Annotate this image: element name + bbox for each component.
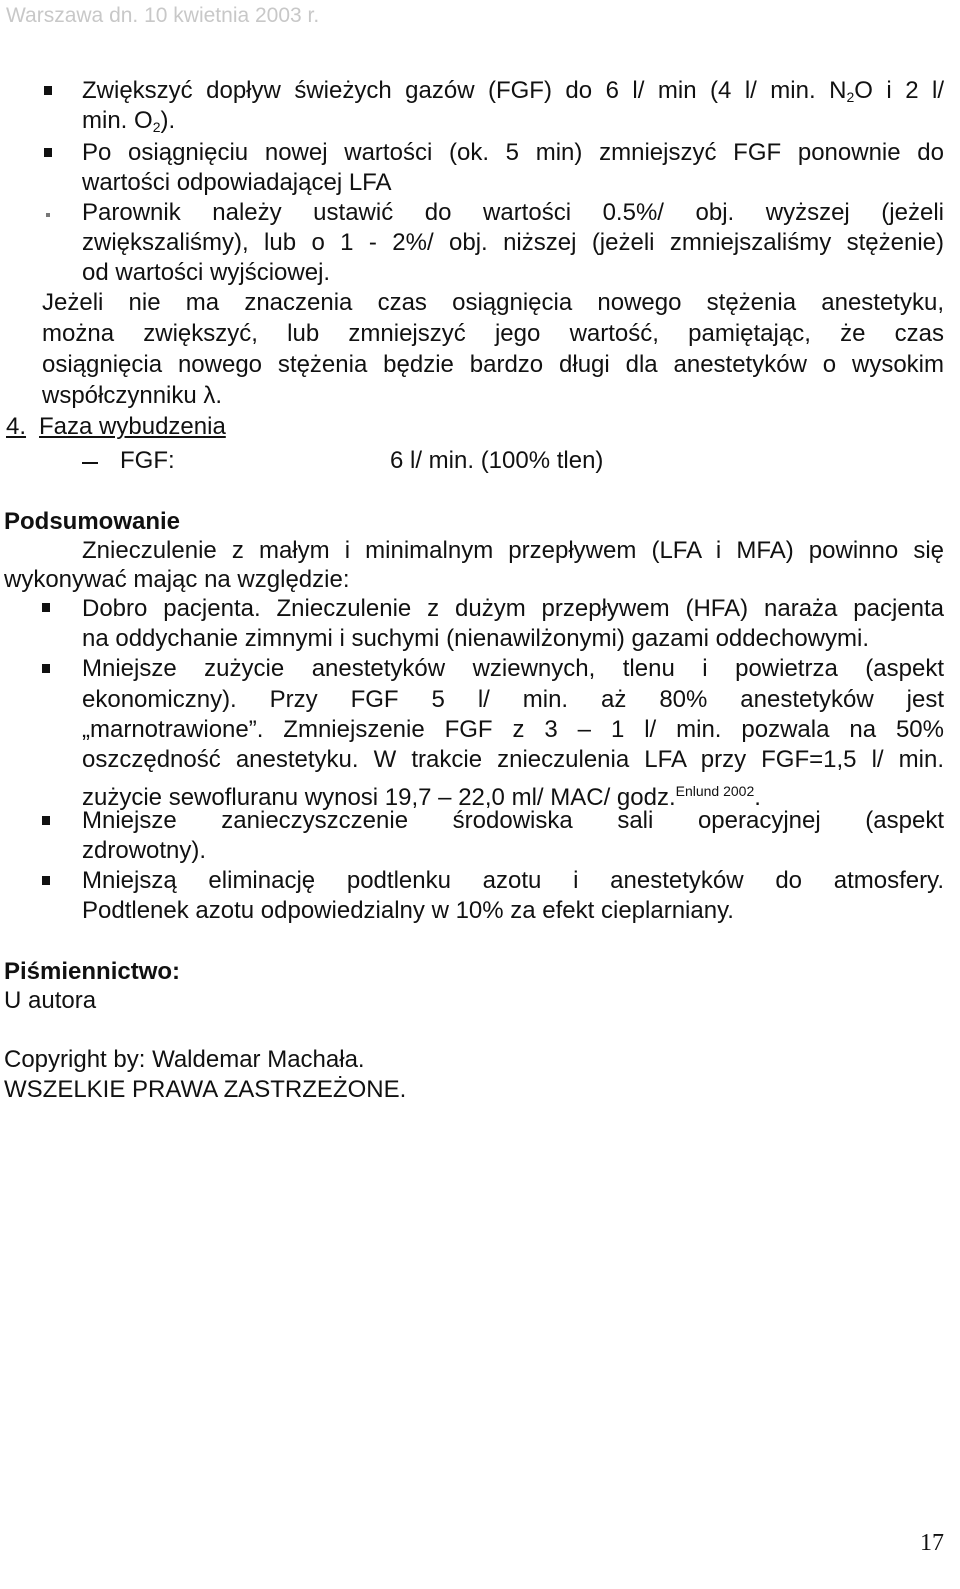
- summary-heading: Podsumowanie: [4, 508, 181, 535]
- summary-bullet-line: zdrowotny).: [82, 837, 207, 864]
- summary-bullet-line: oszczędność anestetyku. W trakcie znieczulenia LFA przy FGF=1,5 l/ min.: [82, 746, 944, 773]
- summary-intro: Znieczulenie z małym i minimalnym przepływem (LFA i MFA) powinno się: [82, 537, 944, 564]
- text-segment: ).: [160, 107, 176, 134]
- subscript: 2: [846, 89, 855, 105]
- bullet-line: Po osiągnięciu nowej wartości (ok. 5 min) zmniejszyć FGF ponownie do: [82, 139, 944, 166]
- summary-bullet-line: Podtlenek azotu odpowiedzialny w 10% za efekt cieplarniany.: [82, 897, 734, 924]
- bullet-square-icon: [44, 86, 52, 95]
- copyright-line: Copyright by: Waldemar Machała.: [4, 1046, 365, 1073]
- text-segment: zużycie sewofluranu wynosi 19,7 – 22,0 ml/ MAC/ godz.: [82, 784, 676, 811]
- section-title: Faza wybudzenia: [39, 413, 226, 440]
- section-heading-phase4: [6, 412, 246, 442]
- fgf-value: 6 l/ min. (100% tlen): [390, 447, 604, 474]
- bullet-line: od wartości wyjściowej.: [82, 259, 331, 286]
- summary-bullet-line: „marnotrawione”. Zmniejszenie FGF z 3 – 1 l/ min. pozwala na 50%: [82, 716, 944, 743]
- text-segment: Zwiększyć dopływ świeżych gazów (FGF) do 6 l/ min (4 l/ min. N: [82, 77, 847, 104]
- fgf-label: FGF:: [120, 447, 175, 474]
- subscript: 2: [152, 119, 161, 135]
- bullet-square-icon: [44, 148, 52, 157]
- bullet-line: Parownik należy ustawić do wartości 0.5%/ obj. wyższej (jeżeli: [82, 199, 944, 226]
- bullet-line: wartości odpowiadającej LFA: [82, 169, 392, 196]
- copyright-line: WSZELKIE PRAWA ZASTRZEŻONE.: [4, 1076, 407, 1103]
- section-number: 4.: [6, 413, 27, 440]
- bullet-line: zwiększaliśmy), lub o 1 - 2%/ obj. niższej (jeżeli zmniejszaliśmy stężenie): [82, 229, 944, 256]
- bullet-square-icon: [42, 876, 50, 885]
- bullet-line: [82, 106, 175, 142]
- bullet-line: [82, 76, 944, 112]
- dash-bullet-icon: [82, 462, 98, 464]
- bullet-square-icon: [42, 816, 50, 825]
- text-segment: .: [754, 784, 761, 811]
- literature-text: U autora: [4, 987, 97, 1014]
- bullet-dot-icon: [46, 213, 50, 217]
- paragraph-line: osiągnięcia nowego stężenia będzie bardzo długi dla anestetyków o wysokim: [42, 351, 944, 378]
- paragraph-line: można zwiększyć, lub zmniejszyć jego wartość, pamiętając, że czas: [42, 320, 944, 347]
- summary-bullet-line: ekonomiczny). Przy FGF 5 l/ min. aż 80% anestetyków jest: [82, 686, 944, 713]
- summary-intro: wykonywać mając na względzie:: [4, 566, 350, 593]
- page-number: 17: [920, 1530, 944, 1556]
- summary-bullet-line: Mniejszą eliminację podtlenku azotu i anestetyków do atmosfery.: [82, 867, 944, 894]
- bullet-square-icon: [42, 603, 50, 612]
- paragraph-line: współczynniku λ.: [42, 382, 223, 409]
- literature-heading: Piśmiennictwo:: [4, 958, 181, 985]
- summary-bullet-line: Mniejsze zanieczyszczenie środowiska sali operacyjnej (aspekt: [82, 807, 944, 834]
- summary-bullet-line: Mniejsze zużycie anestetyków wziewnych, tlenu i powietrza (aspekt: [82, 655, 944, 682]
- text-segment: O i 2 l/: [854, 77, 945, 104]
- text-segment: min. O: [82, 107, 153, 134]
- summary-bullet-line: na oddychanie zimnymi i suchymi (nienawilżonymi) gazami oddechowymi.: [82, 625, 869, 652]
- paragraph-line: Jeżeli nie ma znaczenia czas osiągnięcia nowego stężenia anestetyku,: [42, 289, 944, 316]
- citation-superscript: Enlund 2002: [675, 783, 755, 799]
- header-date: Warszawa dn. 10 kwietnia 2003 r.: [6, 4, 320, 27]
- bullet-square-icon: [42, 664, 50, 673]
- summary-bullet-line: Dobro pacjenta. Znieczulenie z dużym przepływem (HFA) naraża pacjenta: [82, 595, 944, 622]
